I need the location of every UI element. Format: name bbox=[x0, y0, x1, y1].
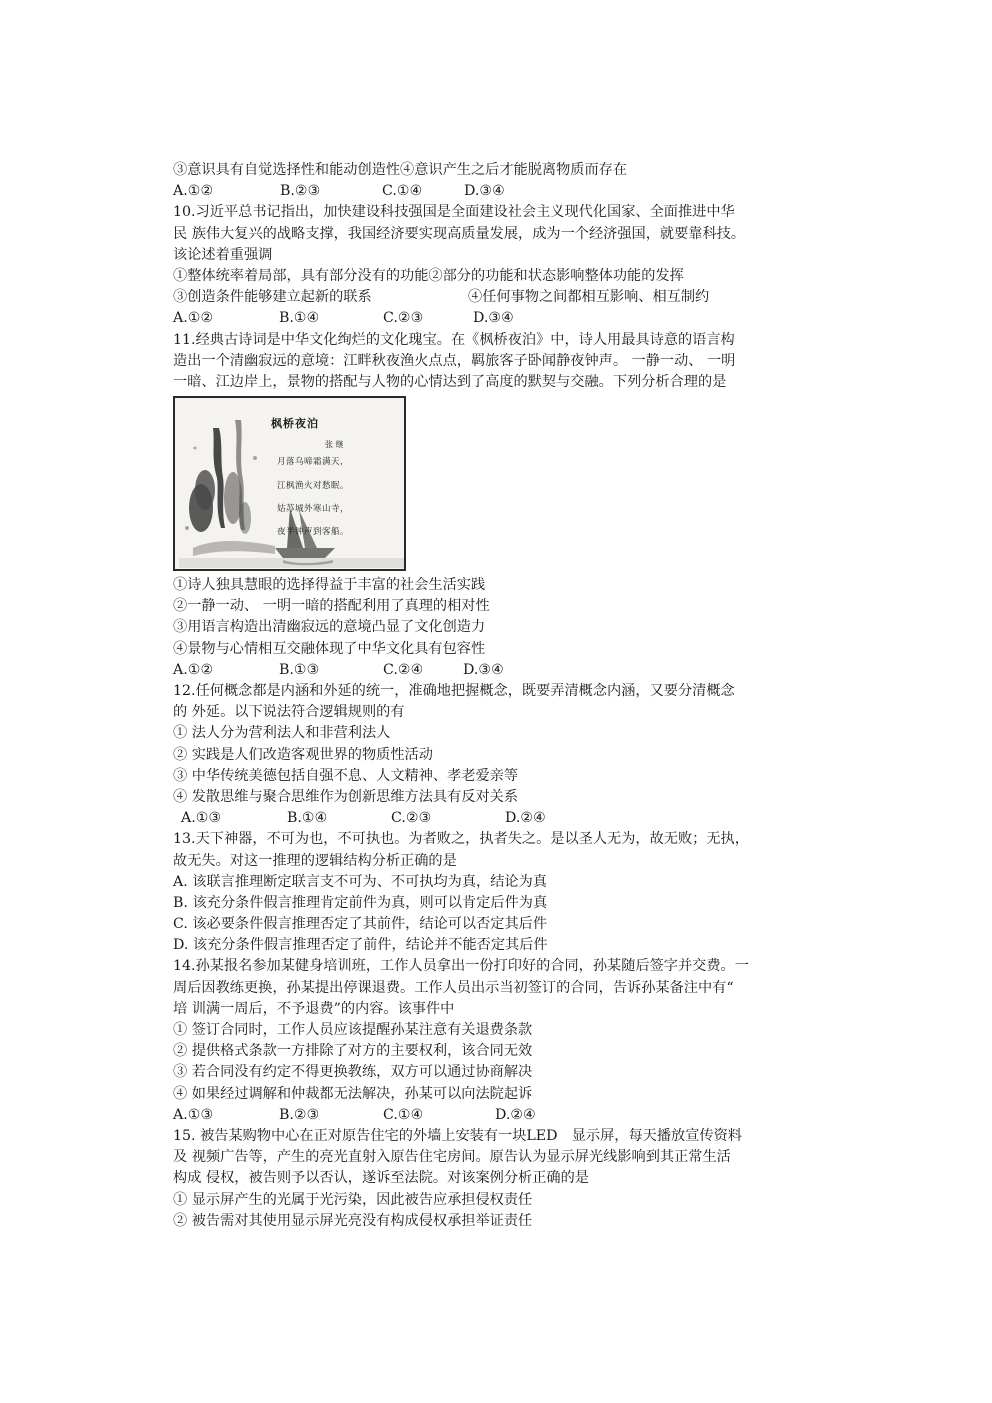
q14-stem-line-2: 周后因教练更换，孙某提出停课退费。工作人员出示当初签订的合同，告诉孙某备注中有“ bbox=[173, 979, 734, 996]
q13-option-b: B. 该充分条件假言推理肯定前件为真，则可以肯定后件为真 bbox=[173, 894, 548, 911]
q14-option-d: D.②④ bbox=[495, 1106, 536, 1123]
q14-stem-line-3: 培 训满一周后，不予退费”的内容。该事件中 bbox=[173, 1000, 455, 1017]
q12-option-d: D.②④ bbox=[505, 810, 546, 827]
q9-option-a: A.①② bbox=[173, 183, 214, 200]
q9-item-3-4: ③意识具有自觉选择性和能动创造性④意识产生之后才能脱离物质而存在 bbox=[173, 162, 628, 178]
q15-item-2: ② 被告需对其使用显示屏光亮没有构成侵权承担举证责任 bbox=[173, 1212, 533, 1229]
q15-item-1: ① 显示屏产生的光属于光污染，因此被告应承担侵权责任 bbox=[173, 1191, 533, 1208]
q14-item-4: ④ 如果经过调解和仲裁都无法解决，孙某可以向法院起诉 bbox=[173, 1085, 533, 1102]
q13-option-d: D. 该充分条件假言推理否定了前件，结论并不能否定其后件 bbox=[173, 937, 548, 954]
q14-stem-line-1: 14.孙某报名参加某健身培训班，工作人员拿出一份打印好的合同，孙某随后签字并交费。一 bbox=[173, 958, 749, 975]
q12-item-4: ④ 发散思维与聚合思维作为创新思维方法具有反对关系 bbox=[173, 788, 519, 805]
q13-stem-line-2: 故无失。对这一推理的逻辑结构分析正确的是 bbox=[173, 852, 457, 869]
q12-option-b: B.①④ bbox=[287, 810, 328, 827]
q10-item-1-2: ①整体统率着局部，具有部分没有的功能②部分的功能和状态影响整体功能的发挥 bbox=[173, 267, 684, 284]
q14-option-b: B.②③ bbox=[279, 1106, 320, 1123]
q12-stem-line-2: 的 外延。以下说法符合逻辑规则的有 bbox=[173, 704, 405, 721]
q10-option-a: A.①② bbox=[173, 310, 214, 327]
q15-stem-line-3: 构成 侵权，被告则予以否认，遂诉至法院。对该案例分析正确的是 bbox=[173, 1170, 589, 1187]
q10-stem-line-2: 民 族伟大复兴的战略支撑，我国经济要实现高质量发展，成为一个经济强国，就要靠科技。 bbox=[173, 225, 746, 242]
q10-stem-line-1: 10.习近平总书记指出，加快建设科技强国是全面建设社会主义现代化国家、全面推进中华 bbox=[173, 204, 735, 221]
q12-options bbox=[173, 808, 833, 829]
q12-item-1: ① 法人分为营利法人和非营利法人 bbox=[173, 725, 391, 742]
poem-author: 张 继 bbox=[325, 440, 344, 450]
q10-options bbox=[173, 308, 833, 329]
q11-options bbox=[173, 660, 833, 681]
q12-option-c: C.②③ bbox=[391, 810, 432, 827]
q14-options bbox=[173, 1105, 833, 1126]
q14-item-1: ① 签订合同时，工作人员应该提醒孙某注意有关退费条款 bbox=[173, 1022, 533, 1038]
q12-item-2: ② 实践是人们改造客观世界的物质性活动 bbox=[173, 746, 433, 763]
q9-options bbox=[173, 181, 833, 202]
exam-page bbox=[173, 160, 833, 1232]
q10-stem-line-3: 该论述着重强调 bbox=[173, 246, 273, 263]
poem-line-1: 月落乌啼霜满天， bbox=[277, 457, 350, 468]
q13-option-a: A. 该联言推理断定联言支不可为、不可执均为真，结论为真 bbox=[173, 873, 547, 890]
q14-item-3: ③ 若合同没有约定不得更换教练，双方可以通过协商解决 bbox=[173, 1064, 533, 1081]
poem-title: 枫桥夜泊 bbox=[271, 417, 319, 431]
q13-stem-line-1: 13.天下神器，不可为也，不可执也。为者败之，执者失之。是以圣人无为，故无败；无执， bbox=[173, 831, 749, 848]
q10-item-3-4 bbox=[173, 287, 833, 308]
q11-stem-line-1: 11.经典古诗词是中华文化绚烂的文化瑰宝。在《枫桥夜泊》中，诗人用最具诗意的语言构 bbox=[173, 331, 735, 348]
q14-option-a: A.①③ bbox=[173, 1106, 214, 1123]
q11-item-2: ②一静一动、 一明一暗的搭配利用了真理的相对性 bbox=[173, 598, 490, 615]
q11-stem-line-3: 一暗、江边岸上，景物的搭配与人物的心情达到了高度的默契与交融。下列分析合理的是 bbox=[173, 373, 727, 390]
q15-stem-line-2: 及 视频广告等，产生的亮光直射入原告住宅房间。原告认为显示屏光线影响到其正常生活 bbox=[173, 1149, 731, 1166]
poem-line-4: 夜半钟声到客船。 bbox=[277, 527, 350, 538]
q10-option-b: B.①④ bbox=[279, 310, 320, 327]
q14-item-2: ② 提供格式条款一方排除了对方的主要权利，该合同无效 bbox=[173, 1043, 533, 1060]
poem-illustration bbox=[173, 396, 406, 571]
q11-option-d: D.③④ bbox=[463, 661, 504, 678]
q12-option-a: A.①③ bbox=[181, 810, 222, 827]
q11-stem-line-2: 造出一个清幽寂远的意境：江畔秋夜渔火点点，羁旅客子卧闻静夜钟声。 一静一动、 一明 bbox=[173, 352, 736, 369]
q11-option-b: B.①③ bbox=[279, 661, 320, 678]
q10-option-d: D.③④ bbox=[473, 310, 514, 327]
q9-option-b: B.②③ bbox=[280, 183, 321, 200]
q15-stem-line-1: 15. 被告某购物中心在正对原告住宅的外墙上安装有一块LED 显示屏，每天播放宣传资料 bbox=[173, 1127, 742, 1144]
q12-stem-line-1: 12.任何概念都是内涵和外延的统一，准确地把握概念，既要弄清概念内涵，又要分清概念 bbox=[173, 683, 735, 699]
q11-item-3: ③用语言构造出清幽寂远的意境凸显了文化创造力 bbox=[173, 619, 486, 636]
q9-option-c: C.①④ bbox=[382, 183, 423, 200]
q11-option-a: A.①② bbox=[173, 661, 214, 678]
q9-option-d: D.③④ bbox=[464, 183, 505, 200]
q10-item-3: ③创造条件能够建立起新的联系 bbox=[173, 289, 372, 306]
q11-option-c: C.②④ bbox=[383, 661, 424, 678]
q12-item-3: ③ 中华传统美德包括自强不息、人文精神、孝老爱亲等 bbox=[173, 767, 519, 784]
q13-option-c: C. 该必要条件假言推理否定了其前件，结论可以否定其后件 bbox=[173, 916, 548, 933]
q14-option-c: C.①④ bbox=[383, 1106, 424, 1123]
poem-line-3: 姑苏城外寒山寺， bbox=[277, 504, 350, 515]
q10-option-c: C.②③ bbox=[383, 310, 424, 327]
poem-line-2: 江枫渔火对愁眠。 bbox=[277, 481, 350, 492]
q10-item-4: ④任何事物之间都相互影响、相互制约 bbox=[468, 289, 710, 306]
q11-item-4: ④景物与心情相互交融体现了中华文化具有包容性 bbox=[173, 640, 486, 657]
q11-item-1: ①诗人独具慧眼的选择得益于丰富的社会生活实践 bbox=[173, 577, 486, 594]
